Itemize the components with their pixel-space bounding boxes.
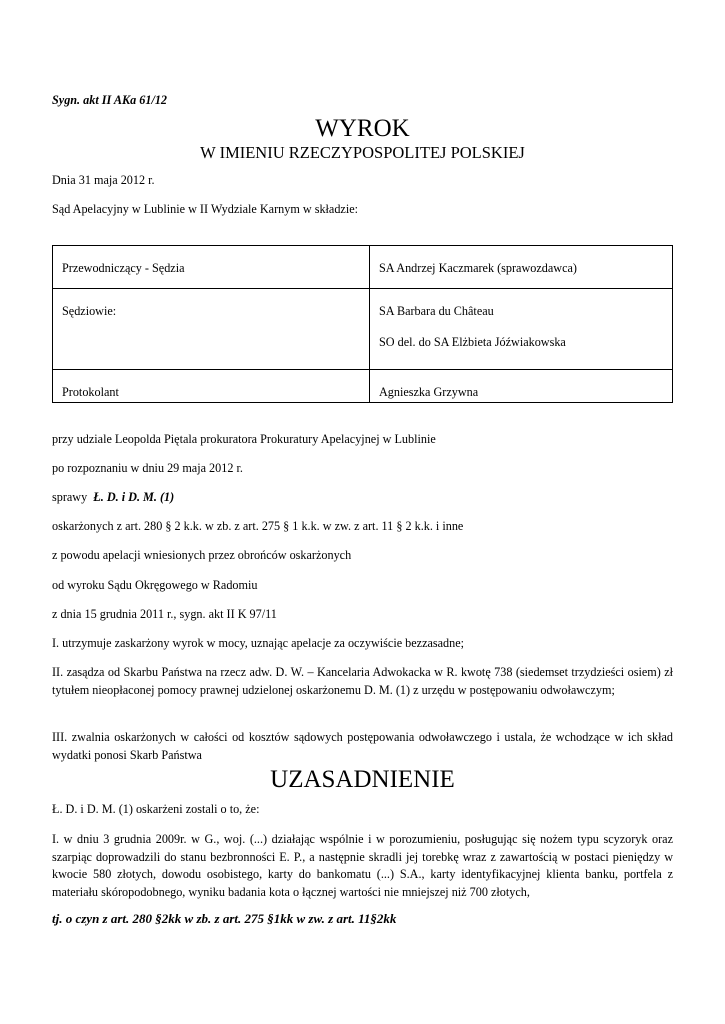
case-line — [52, 489, 673, 507]
hearing-line: po rozpoznaniu w dniu 29 maja 2012 r. — [52, 461, 243, 475]
panel-table — [52, 245, 673, 403]
judge-2-name: SO del. do SA Elżbieta Jóźwiakowska — [379, 334, 566, 349]
case-signature: Sygn. akt II AKa 61/12 — [52, 93, 168, 107]
ruling-point-2: II. zasądza od Skarbu Państwa na rzecz adw. D. W. – Kancelaria Adwokacka w R. kwotę 738 (siedemset trzydzieści osiem) zł tytułem nieopłaconej pomocy prawnej udzielonej oskarżonemu D. M. (1) z urzędu w postępowaniu odwoławczym; — [52, 665, 673, 697]
judges-cell — [370, 289, 673, 370]
presiding-label: Przewodniczący - Sędzia — [53, 246, 370, 289]
judgment-source-line: od wyroku Sądu Okręgowego w Radomiu — [52, 578, 258, 592]
charges-line: oskarżonych z art. 280 § 2 k.k. w zb. z art. 275 § 1 k.k. w zw. z art. 11 § 2 k.k. i inne — [52, 519, 464, 533]
prosecutor-line: przy udziale Leopolda Piętala prokuratora Prokuratury Apelacyjnej w Lublinie — [52, 432, 436, 446]
legal-qualification: tj. o czyn z art. 280 §2kk w zb. z art. 275 §1kk w zw. z art. 11§2kk — [52, 911, 397, 926]
clerk-label: Protokolant — [53, 370, 370, 403]
case-prefix: sprawy — [52, 490, 88, 504]
justification-heading: UZASADNIENIE — [270, 766, 455, 793]
table-row — [53, 370, 673, 403]
judgment-date: Dnia 31 maja 2012 r. — [52, 173, 155, 187]
charge-1-paragraph: I. w dniu 3 grudnia 2009r. w G., woj. (...) działając wspólnie i w porozumieniu, posługując się nożem typu scyzoryk oraz szarpiąc doprowadzili do stanu bezbronności E. P., a następnie skradli jej torebkę wraz z zawartością w postaci pieniędzy w kwocie 580 złotych, dowodu osobistego, karty do bankomatu (...) S.A., karty identyfikacyjnej klienta banku, portfela z materiału skóropodobnego, wyniku badania kota o łącznej wartości nie mniejszej niż 700 złotych, — [52, 832, 673, 900]
presiding-name: SA Andrzej Kaczmarek (sprawozdawca) — [370, 246, 673, 289]
judgment-date-line: z dnia 15 grudnia 2011 r., sygn. akt II K 97/11 — [52, 607, 277, 621]
judgment-title: WYROK — [315, 115, 410, 142]
table-row — [53, 289, 673, 370]
judge-1-name: SA Barbara du Château — [379, 304, 494, 318]
clerk-name: Agnieszka Grzywna — [370, 370, 673, 403]
case-parties: Ł. D. i D. M. (1) — [93, 490, 175, 504]
ruling-point-3: III. zwalnia oskarżonych w całości od kosztów sądowych postępowania odwoławczego i ustala, że wchodzące w ich skład wydatki ponosi Skarb Państwa — [52, 730, 673, 762]
justification-intro: Ł. D. i D. M. (1) oskarżeni zostali o to, że: — [52, 802, 260, 816]
judges-label: Sędziowie: — [53, 289, 370, 370]
ruling-point-1: I. utrzymuje zaskarżony wyrok w mocy, uznając apelacje za oczywiście bezzasadne; — [52, 636, 465, 650]
court-composition: Sąd Apelacyjny w Lublinie w II Wydziale Karnym w składzie: — [52, 202, 359, 216]
table-row — [53, 246, 673, 289]
appeal-line: z powodu apelacji wniesionych przez obrońców oskarżonych — [52, 548, 352, 562]
judgment-subtitle: W IMIENIU RZECZYPOSPOLITEJ POLSKIEJ — [200, 143, 525, 162]
